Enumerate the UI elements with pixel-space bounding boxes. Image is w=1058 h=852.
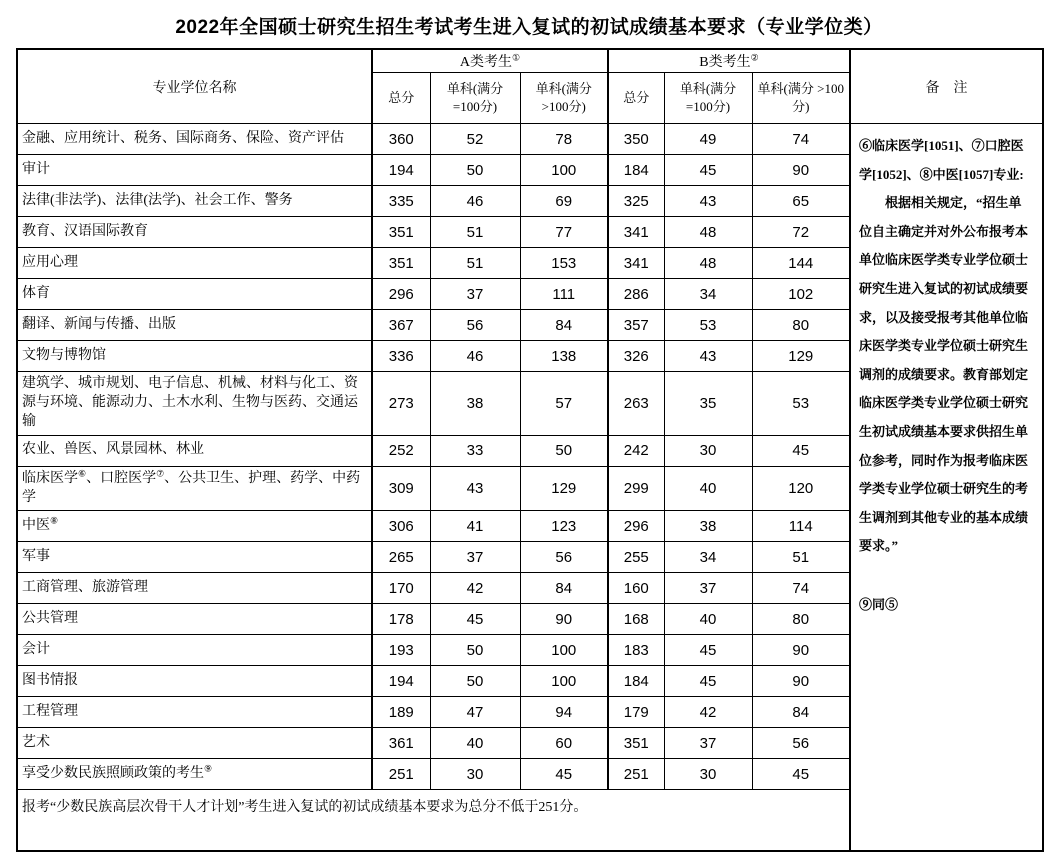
score-cell: 56 <box>430 310 520 341</box>
score-cell: 335 <box>372 186 430 217</box>
degree-name-cell: 教育、汉语国际教育 <box>17 217 372 248</box>
score-cell: 265 <box>372 542 430 573</box>
score-cell: 170 <box>372 573 430 604</box>
score-cell: 100 <box>520 155 608 186</box>
column-header-degree-name: 专业学位名称 <box>17 49 372 124</box>
footnote-marker: ⑨ <box>204 763 213 774</box>
score-cell: 326 <box>608 341 664 372</box>
remarks-heading: ⑥临床医学[1051]、⑦口腔医学[1052]、⑧中医[1057]专业: <box>859 138 1024 182</box>
score-cell: 46 <box>430 186 520 217</box>
page-title: 2022年全国硕士研究生招生考试考生进入复试的初试成绩基本要求（专业学位类） <box>175 17 883 38</box>
score-cell: 34 <box>664 279 752 310</box>
score-cell: 37 <box>664 573 752 604</box>
score-cell: 360 <box>372 124 430 155</box>
score-cell: 51 <box>430 248 520 279</box>
score-cell: 56 <box>520 542 608 573</box>
score-cell: 30 <box>664 759 752 790</box>
degree-name-cell: 农业、兽医、风景园林、林业 <box>17 435 372 466</box>
score-cell: 30 <box>664 435 752 466</box>
score-cell: 43 <box>664 341 752 372</box>
score-cell: 350 <box>608 124 664 155</box>
degree-name-cell: 享受少数民族照顾政策的考生⑨ <box>17 759 372 790</box>
remarks-body: 根据相关规定，“招生单位自主确定并对外公布报考本单位临床医学类专业学位硕士研究生进入复试的初试成绩要求，以及接受报考其他单位临床医学类专业学位硕士研究生调剂的成绩要求。教育部划定临床医学类专业学位硕士研究生初试成绩基本要求供招生单位参考，同时作为报考临床医学类专业学位硕士研究生的考生调剂到其他专业的基本成绩要求。” <box>859 195 1029 554</box>
score-cell: 35 <box>664 372 752 436</box>
column-header-total-a: 总分 <box>372 73 430 124</box>
score-cell: 80 <box>752 310 850 341</box>
score-cell: 153 <box>520 248 608 279</box>
score-cell: 255 <box>608 542 664 573</box>
score-cell: 341 <box>608 217 664 248</box>
score-cell: 33 <box>430 435 520 466</box>
score-cell: 184 <box>608 666 664 697</box>
score-cell: 111 <box>520 279 608 310</box>
score-cell: 90 <box>752 155 850 186</box>
score-cell: 84 <box>752 697 850 728</box>
score-cell: 168 <box>608 604 664 635</box>
score-cell: 361 <box>372 728 430 759</box>
score-cell: 43 <box>664 186 752 217</box>
score-cell: 179 <box>608 697 664 728</box>
score-cell: 251 <box>372 759 430 790</box>
score-cell: 242 <box>608 435 664 466</box>
score-cell: 38 <box>664 511 752 542</box>
score-cell: 37 <box>430 542 520 573</box>
degree-name-cell: 图书情报 <box>17 666 372 697</box>
score-cell: 286 <box>608 279 664 310</box>
score-cell: 296 <box>608 511 664 542</box>
score-cell: 273 <box>372 372 430 436</box>
score-cell: 252 <box>372 435 430 466</box>
score-cell: 100 <box>520 635 608 666</box>
score-cell: 37 <box>664 728 752 759</box>
score-cell: 129 <box>752 341 850 372</box>
score-cell: 74 <box>752 573 850 604</box>
score-cell: 84 <box>520 573 608 604</box>
score-cell: 69 <box>520 186 608 217</box>
score-cell: 77 <box>520 217 608 248</box>
score-cell: 49 <box>664 124 752 155</box>
score-cell: 38 <box>430 372 520 436</box>
score-cell: 296 <box>372 279 430 310</box>
score-cell: 46 <box>430 341 520 372</box>
degree-name-cell: 翻译、新闻与传播、出版 <box>17 310 372 341</box>
score-cell: 51 <box>430 217 520 248</box>
table-body <box>17 124 1043 852</box>
score-cell: 90 <box>752 635 850 666</box>
score-cell: 45 <box>664 635 752 666</box>
score-cell: 74 <box>752 124 850 155</box>
column-header-single-100-b: 单科(满分 =100分) <box>664 73 752 124</box>
score-cell: 123 <box>520 511 608 542</box>
footnote-marker-1: ① <box>512 52 521 63</box>
score-cell: 40 <box>664 466 752 511</box>
score-cell: 51 <box>752 542 850 573</box>
degree-name-cell: 审计 <box>17 155 372 186</box>
score-cell: 351 <box>372 217 430 248</box>
remarks-cell <box>850 124 1043 852</box>
table-header <box>17 49 1043 124</box>
score-cell: 114 <box>752 511 850 542</box>
degree-name-cell: 中医⑧ <box>17 511 372 542</box>
score-cell: 45 <box>752 435 850 466</box>
score-cell: 306 <box>372 511 430 542</box>
score-cell: 45 <box>664 155 752 186</box>
column-header-single-gt100-b: 单科(满分 >100分) <box>752 73 850 124</box>
column-header-single-gt100-a: 单科(满分 >100分) <box>520 73 608 124</box>
group-a-label: A类考生 <box>459 55 513 70</box>
score-cell: 37 <box>430 279 520 310</box>
score-cell: 45 <box>520 759 608 790</box>
score-cell: 40 <box>664 604 752 635</box>
degree-name-cell: 工商管理、旅游管理 <box>17 573 372 604</box>
score-cell: 50 <box>430 666 520 697</box>
score-cell: 325 <box>608 186 664 217</box>
score-cell: 183 <box>608 635 664 666</box>
score-cell: 47 <box>430 697 520 728</box>
degree-name-cell: 会计 <box>17 635 372 666</box>
score-cell: 120 <box>752 466 850 511</box>
footer-note-cell: 报考“少数民族高层次骨干人才计划”考生进入复试的初试成绩基本要求为总分不低于251分。 <box>17 790 850 852</box>
column-header-total-b: 总分 <box>608 73 664 124</box>
table-row <box>17 124 1043 155</box>
score-cell: 50 <box>520 435 608 466</box>
score-cell: 34 <box>664 542 752 573</box>
remarks-footnote: ⑨同⑤ <box>859 596 899 612</box>
score-cell: 351 <box>372 248 430 279</box>
footnote-marker: ⑧ <box>50 515 59 526</box>
score-cell: 160 <box>608 573 664 604</box>
score-cell: 94 <box>520 697 608 728</box>
score-cell: 48 <box>664 248 752 279</box>
score-cell: 138 <box>520 341 608 372</box>
score-cell: 45 <box>752 759 850 790</box>
score-cell: 78 <box>520 124 608 155</box>
score-cell: 193 <box>372 635 430 666</box>
score-cell: 60 <box>520 728 608 759</box>
score-cell: 80 <box>752 604 850 635</box>
score-cell: 184 <box>608 155 664 186</box>
degree-name-cell: 艺术 <box>17 728 372 759</box>
score-cell: 57 <box>520 372 608 436</box>
score-cell: 48 <box>664 217 752 248</box>
score-cell: 42 <box>664 697 752 728</box>
score-cell: 43 <box>430 466 520 511</box>
score-cell: 351 <box>608 728 664 759</box>
degree-name-cell: 文物与博物馆 <box>17 341 372 372</box>
score-cell: 41 <box>430 511 520 542</box>
column-header-group-b <box>608 49 850 73</box>
footnote-marker: ⑥ <box>78 468 87 479</box>
group-b-label: B类考生 <box>699 55 751 70</box>
score-cell: 45 <box>664 666 752 697</box>
score-cell: 56 <box>752 728 850 759</box>
score-cell: 50 <box>430 635 520 666</box>
score-cell: 336 <box>372 341 430 372</box>
column-header-group-a <box>372 49 608 73</box>
score-cell: 357 <box>608 310 664 341</box>
degree-name-cell: 军事 <box>17 542 372 573</box>
degree-name-cell: 临床医学⑥、口腔医学⑦、公共卫生、护理、药学、中药学 <box>17 466 372 511</box>
column-header-single-100-a: 单科(满分 =100分) <box>430 73 520 124</box>
footnote-marker: ⑦ <box>156 468 165 479</box>
score-cell: 367 <box>372 310 430 341</box>
score-cell: 178 <box>372 604 430 635</box>
score-cell: 299 <box>608 466 664 511</box>
score-cell: 194 <box>372 155 430 186</box>
score-cell: 102 <box>752 279 850 310</box>
score-cell: 84 <box>520 310 608 341</box>
degree-name-cell: 建筑学、城市规划、电子信息、机械、材料与化工、资源与环境、能源动力、土木水利、生物与医药、交通运输 <box>17 372 372 436</box>
score-cell: 52 <box>430 124 520 155</box>
score-cell: 100 <box>520 666 608 697</box>
score-cell: 251 <box>608 759 664 790</box>
degree-name-cell: 体育 <box>17 279 372 310</box>
score-cell: 309 <box>372 466 430 511</box>
score-table <box>16 48 1044 852</box>
score-cell: 194 <box>372 666 430 697</box>
score-cell: 72 <box>752 217 850 248</box>
score-cell: 144 <box>752 248 850 279</box>
document-page <box>0 12 1058 816</box>
score-cell: 40 <box>430 728 520 759</box>
score-cell: 263 <box>608 372 664 436</box>
score-cell: 30 <box>430 759 520 790</box>
degree-name-cell: 公共管理 <box>17 604 372 635</box>
score-cell: 90 <box>752 666 850 697</box>
degree-name-cell: 法律(非法学)、法律(法学)、社会工作、警务 <box>17 186 372 217</box>
score-cell: 129 <box>520 466 608 511</box>
footnote-marker-2: ② <box>750 52 759 63</box>
column-header-remarks: 备 注 <box>850 49 1043 124</box>
score-cell: 50 <box>430 155 520 186</box>
score-cell: 90 <box>520 604 608 635</box>
score-cell: 341 <box>608 248 664 279</box>
score-cell: 42 <box>430 573 520 604</box>
degree-name-cell: 应用心理 <box>17 248 372 279</box>
score-cell: 65 <box>752 186 850 217</box>
score-cell: 53 <box>752 372 850 436</box>
degree-name-cell: 工程管理 <box>17 697 372 728</box>
score-cell: 53 <box>664 310 752 341</box>
score-cell: 189 <box>372 697 430 728</box>
score-cell: 45 <box>430 604 520 635</box>
degree-name-cell: 金融、应用统计、税务、国际商务、保险、资产评估 <box>17 124 372 155</box>
